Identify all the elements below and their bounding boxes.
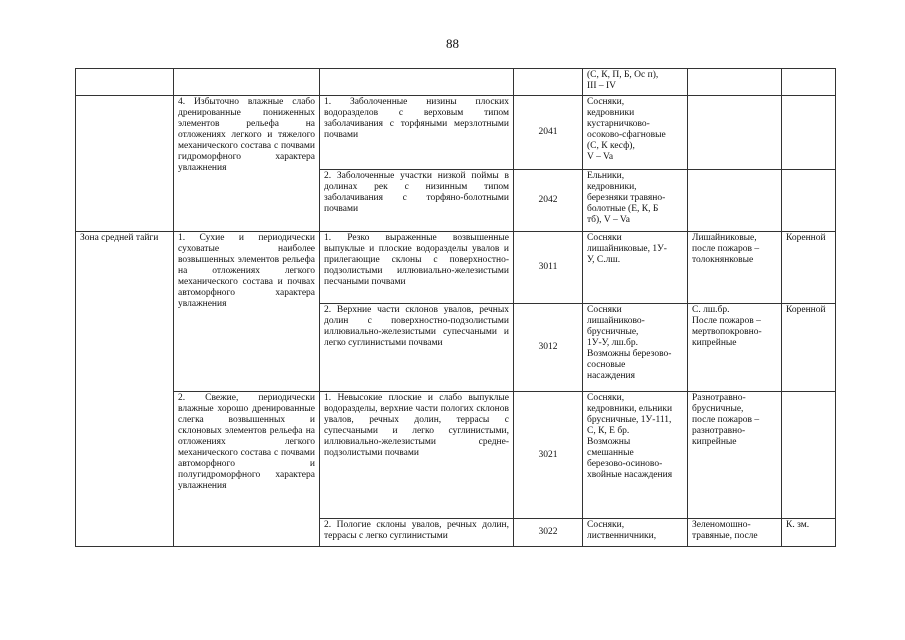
relief-cell [320,69,514,96]
zone-cell [76,96,174,232]
derived-cell [688,96,782,170]
status-cell [782,69,836,96]
conditions-cell: 2. Свежие, периодически влажные хорошо дренированные слегка возвышенных и склоновых элементов рельефа на отложениях легкого механического состава с почвами автоморфного и полугидроморфного характера увлажнения [174,392,320,547]
status-cell: Коренной [782,304,836,392]
derived-cell: Зеленомошно- травяные, после [688,519,782,547]
code-cell [514,69,583,96]
derived-cell [688,170,782,232]
code-cell: 3022 [514,519,583,547]
table-row [76,96,836,170]
derived-cell: С. лш.бр. После пожаров – мертвопокровно- кипрейные [688,304,782,392]
conditions-cell: 1. Сухие и периодически суховатые наиболее возвышенных элементов рельефа на отложениях легкого механического состава и почвах автоморфного характера увлажнения [174,232,320,392]
forest-type-table [75,68,836,547]
relief-cell: 1. Заболоченные низины плоских водоразделов с верховым типом заболачивания с торфяными мерзлотными почвами [320,96,514,170]
vegetation-cell: (С, К, П, Б, Ос п), III – IV [583,69,688,96]
page-number: 88 [446,36,459,51]
table-row [76,69,836,96]
zone-cell [76,69,174,96]
vegetation-cell: Сосняки лишайниково- брусничные, 1У-У, лш.бр. Возможны березово- сосновые насаждения [583,304,688,392]
relief-cell: 2. Пологие склоны увалов, речных долин, террасы с легко суглинистыми [320,519,514,547]
status-cell: Коренной [782,232,836,304]
derived-cell: Лишайниковые, после пожаров – толокнянковые [688,232,782,304]
status-cell [782,96,836,170]
relief-cell: 2. Заболоченные участки низкой поймы в долинах рек с низинным типом заболачивания с торфяно-болотными почвами [320,170,514,232]
relief-cell: 2. Верхние части склонов увалов, речных долин с поверхностно-подзолистыми иллювиально-железистыми супесчаными и легко суглинистыми почвами [320,304,514,392]
code-cell: 3011 [514,232,583,304]
code-cell: 2042 [514,170,583,232]
zone-cell: Зона средней тайги [76,232,174,547]
vegetation-cell: Ельники, кедровники, березняки травяно- болотные (Е, К, Б тб), V – Va [583,170,688,232]
table-row [76,232,836,304]
vegetation-cell: Сосняки, кедровники кустарничково- осоково-сфагновые (С, К кесф), V – Va [583,96,688,170]
derived-cell [688,69,782,96]
derived-cell: Разнотравно- брусничные, после пожаров – разнотравно- кипрейные [688,392,782,519]
code-cell: 3012 [514,304,583,392]
conditions-cell [174,69,320,96]
conditions-cell: 4. Избыточно влажные слабо дренированные пониженных элементов рельефа на отложениях легкого и тяжелого механического состава с почвами гидроморфного характера увлажнения [174,96,320,232]
status-cell [782,392,836,519]
vegetation-cell: Сосняки, лиственничники, [583,519,688,547]
relief-cell: 1. Невысокие плоские и слабо выпуклые водоразделы, верхние части пологих склонов увалов, речных долин, террасы с супесчаными и легко суглинистыми, иллювиально-железистыми средне-подзолистыми почвами [320,392,514,519]
code-cell: 3021 [514,392,583,519]
status-cell [782,170,836,232]
relief-cell: 1. Резко выраженные возвышенные выпуклые и плоские водоразделы увалов и прилегающие склоны с поверхностно-подзолистыми иллювиально-железистыми песчаными почвами [320,232,514,304]
vegetation-cell: Сосняки лишайниковые, 1У- У, С.лш. [583,232,688,304]
status-cell: К. зм. [782,519,836,547]
table-row [76,392,836,519]
vegetation-cell: Сосняки, кедровники, ельники брусничные, 1У-111, С, К, Е бр. Возможны смешанные березово-осиново- хвойные насаждения [583,392,688,519]
code-cell: 2041 [514,96,583,170]
